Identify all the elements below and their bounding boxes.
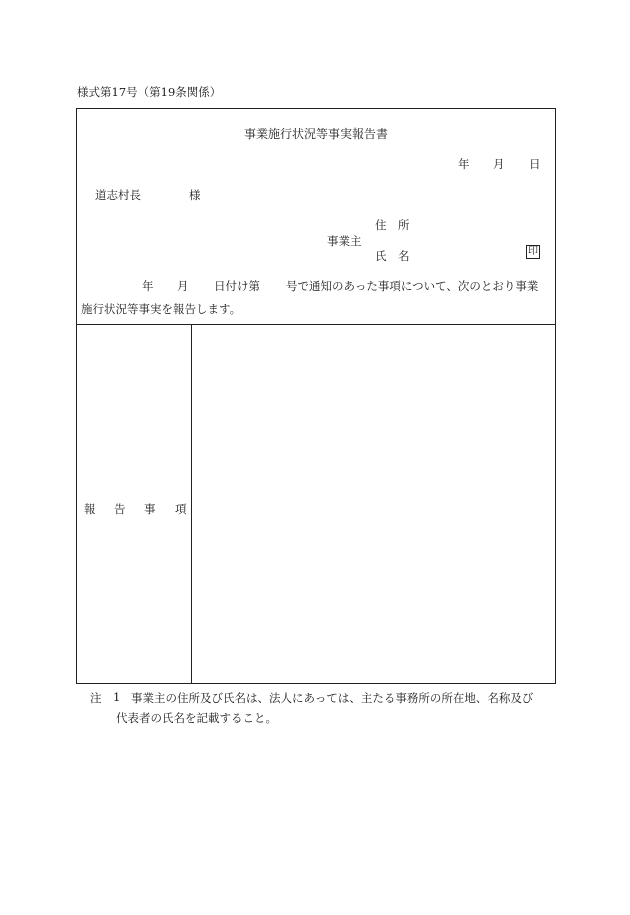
date-month-label: 月	[493, 157, 505, 171]
label-char: 告	[114, 502, 126, 516]
note-number: 1	[113, 690, 121, 704]
body-month-label: 月	[177, 279, 189, 293]
label-char: 事	[144, 502, 156, 516]
seal-mark: 印	[528, 246, 538, 257]
label-char: 報	[84, 502, 96, 516]
name-label: 氏 名	[375, 249, 410, 263]
report-items-content-cell[interactable]	[192, 325, 555, 683]
form-title: 事業施行状況等事実報告書	[243, 127, 388, 141]
body-text-line2: 施行状況等事実を報告します。	[81, 302, 242, 316]
note-line1: 事業主の住所及び氏名は、法人にあっては、主たる事務所の所在地、名称及び	[131, 691, 534, 705]
applicant-role: 事業主	[327, 234, 362, 248]
address-label: 住 所	[375, 218, 410, 232]
report-items-label-cell	[77, 325, 192, 683]
addressee: 道志村長	[95, 188, 141, 202]
form-number: 様式第17号（第19条関係）	[77, 85, 222, 99]
form-header-section	[77, 109, 555, 325]
honorific: 様	[189, 188, 201, 202]
body-text-line1: 号で通知のあった事項について、次のとおり事業	[286, 279, 539, 293]
note-line2: 代表者の氏名を記載すること。	[116, 711, 277, 725]
note-prefix: 注	[90, 691, 102, 705]
date-year-label: 年	[458, 157, 470, 171]
body-dated-no: 日付け第	[214, 279, 260, 293]
body-year-label: 年	[142, 279, 154, 293]
label-char: 項	[175, 502, 187, 516]
report-form	[76, 108, 556, 684]
report-table	[77, 325, 555, 683]
date-day-label: 日	[529, 157, 541, 171]
